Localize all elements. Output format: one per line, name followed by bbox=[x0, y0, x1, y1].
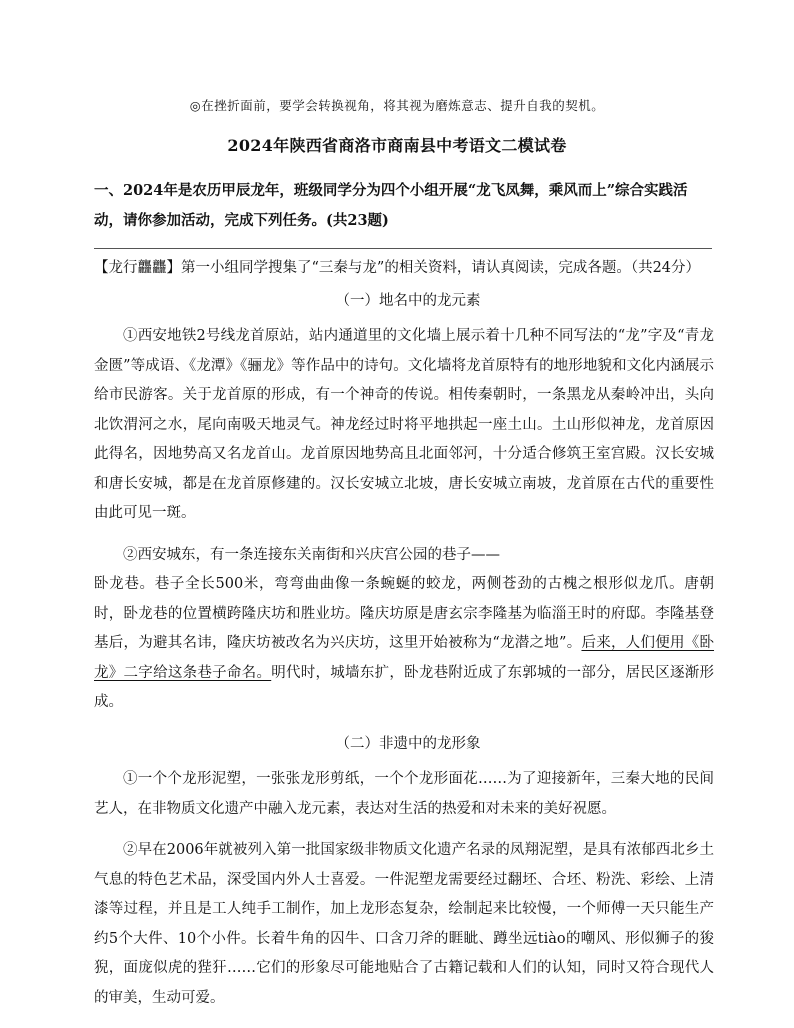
motto-line: ◎在挫折面前，要学会转换视角，将其视为磨炼意志、提升自我的契机。 bbox=[189, 98, 605, 113]
paragraph-end: 明代时，城墙东扩，卧龙巷附近成了东郭城的一部分，居民区逐渐形成。 bbox=[94, 664, 714, 710]
question-prompt: 一、2024年是农历甲辰龙年，班级同学分为四个小组开展“龙飞凤舞，乘风而上”综合实践活动，请你参加活动，完成下列任务。(共23题) bbox=[94, 182, 688, 229]
task-intro: 【龙行龘龘】第一小组同学搜集了“三秦与龙”的相关资料，请认真阅读，完成各题。（共24分） bbox=[94, 260, 701, 276]
underlined-sentence: 后来，人们便用《卧龙》二字给这条巷子命名。 bbox=[94, 635, 715, 681]
paragraph: ①西安地铁2号线龙首原站，站内通道里的文化墙上展示着十几种不同写法的“龙”字及“青龙金匮”等成语、《龙潭》《骊龙》等作品中的诗句。文化墙将龙首原特有的地形地貌和文化内涵展示给市民游客。关于龙首原的形成，有一个神奇的传说。相传秦朝时，一条黑龙从秦岭冲出，头向北饮渭河之水，尾向南吸天地灵气。神龙经过时将平地拱起一座土山。土山形似神龙，龙首原因此得名，因地势高又名龙首山。龙首原因地势高且北面邻河，十分适合修筑王室宫殿。汉长安城和唐长安城，都是在龙首原修建的。汉长安城立北坡，唐长安城立南坡，龙首原在古代的重要性由此可见一斑。 bbox=[94, 328, 714, 521]
paragraph-start: ②西安城东，有一条连接东关南街和兴庆宫公园的巷子—— bbox=[123, 546, 500, 563]
paragraph-middle: 卧龙巷。巷子全长500米，弯弯曲曲像一条蜿蜒的蛟龙，两侧苍劲的古槐之根形似龙爪。唐朝时，卧龙巷的位置横跨隆庆坊和胜业坊。隆庆坊原是唐玄宗李隆基为临淄王时的府邸。李隆基登基后，为避其名讳，隆庆坊被改名为兴庆坊，这里开始被称为“龙潜之地”。 bbox=[94, 576, 714, 651]
paragraph: ②早在2006年就被列入第一批国家级非物质文化遗产名录的凤翔泥塑，是具有浓郁西北乡土气息的特色艺术品，深受国内外人士喜爱。一件泥塑龙需要经过翻坯、合坯、粉洗、彩绘、上清漆等过程，并且是工人纯手工制作，加上龙形态复杂，绘制起来比较慢，一个师傅一天只能生产约5个大件、10个小件。长着牛角的囚牛、口含刀斧的睚眦、蹲坐远tiào的嘲风、形似狮子的狻猊，面庞似虎的狴犴……它们的形象尽可能地贴合了古籍记载和人们的认知，同时又符合现代人的审美，生动可爱。 bbox=[94, 842, 714, 1006]
paragraph: ①一个个龙形泥塑，一张张龙形剪纸，一个个龙形面花……为了迎接新年，三秦大地的民间艺人，在非物质文化遗产中融入龙元素，表达对生活的热爱和对未来的美好祝愿。 bbox=[94, 771, 714, 817]
section-heading: （一）地名中的龙元素 bbox=[335, 292, 481, 309]
exam-title: 2024年陕西省商洛市商南县中考语文二模试卷 bbox=[227, 136, 567, 155]
section-heading: （二）非遗中的龙形象 bbox=[335, 735, 481, 752]
divider bbox=[94, 248, 712, 249]
paragraph bbox=[94, 541, 714, 718]
reading-material bbox=[94, 254, 714, 1025]
